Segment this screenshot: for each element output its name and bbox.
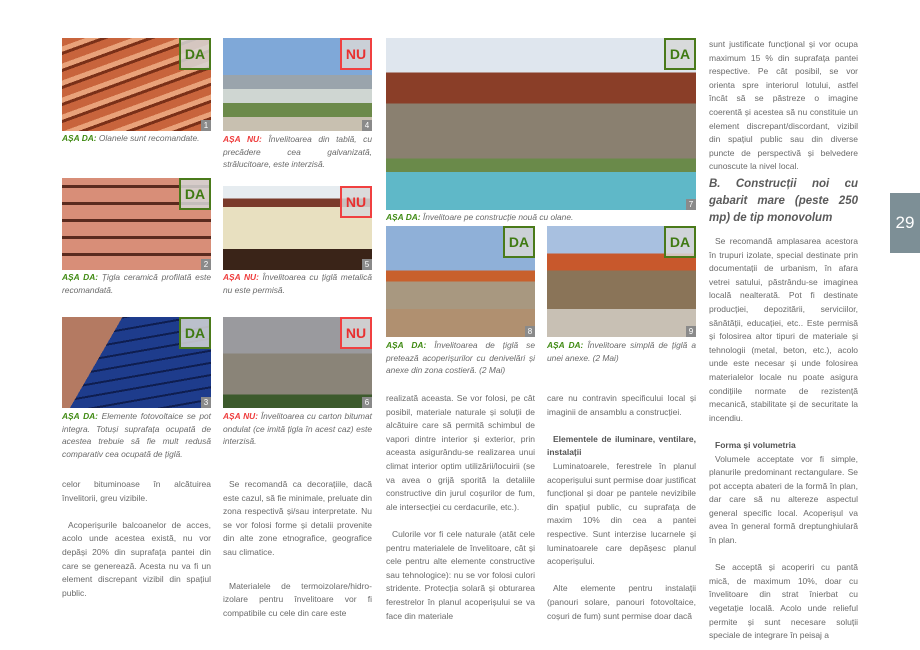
caption-text: Învelitoarea cu țiglă metalică nu este permisă.: [223, 272, 372, 295]
nu-badge: NU: [340, 317, 372, 349]
caption-text: Olanele sunt recomandate.: [98, 133, 200, 143]
column-2-text: [223, 478, 372, 634]
caption-1: [62, 132, 211, 145]
caption-lead: AȘA DA:: [62, 411, 98, 421]
paragraph: Materialele de termoizolare/hidro-izolare pentru învelitoare vor fi compatibile cu cele din care este: [223, 580, 372, 618]
da-badge: DA: [664, 38, 696, 70]
da-badge: DA: [664, 226, 696, 258]
photo-3: [62, 317, 211, 408]
column-5-text: [709, 235, 858, 650]
caption-lead: AȘA NU:: [223, 272, 259, 282]
page-number-tab: 29: [890, 193, 920, 253]
caption-text: Învelitoare simplă de țiglă a unei anexe. (2 Mai): [547, 340, 696, 363]
photo-7: [386, 38, 696, 210]
column-5-text-top: [709, 38, 858, 188]
photo-9: [547, 226, 696, 337]
paragraph: Se recomandă ca decorațiile, dacă este cazul, să fie minimale, preluate din zona respectivă și/sau interpretate. Nu se vor folosi forme și detalii provenite din alte zone etnografice, geografice sau climatice.: [223, 479, 372, 557]
subheading-lighting: Elementele de iluminare, ventilare, instalații: [547, 433, 696, 458]
paragraph: celor bituminoase în alcătuirea învelitorii, greu vizibile.: [62, 479, 211, 503]
photo-number: 8: [525, 326, 535, 337]
caption-text: Învelitoare pe construcție nouă cu olane.: [422, 212, 574, 222]
photo-number: 6: [362, 397, 372, 408]
caption-lead: AȘA DA:: [386, 212, 421, 222]
paragraph: realizată aceasta. Se vor folosi, pe cât posibil, materiale naturale și soluții de alcătuire care să permită schimbul de vapori dintre interior și exterior, prin aceasta asigurându-se realizarea unui climat interior optim utilizării/locuirii (se va avea o grijă sporită la detaliile constructive din jurul coșurilor de fum, ale intersecției cu cerdacurile, etc.).: [386, 393, 535, 512]
caption-3: [62, 410, 211, 460]
subheading-form: Forma și volumetria: [715, 439, 796, 450]
caption-7: [386, 211, 696, 224]
photo-number: 4: [362, 120, 372, 131]
photo-number: 1: [201, 120, 211, 131]
photo-number: 9: [686, 326, 696, 337]
nu-badge: NU: [340, 38, 372, 70]
photo-number: 5: [362, 259, 372, 270]
caption-lead: AȘA DA:: [386, 340, 427, 350]
da-badge: DA: [503, 226, 535, 258]
caption-lead: AȘA DA:: [62, 133, 97, 143]
column-1-text: [62, 478, 211, 614]
caption-text: Învelitoarea de țiglă se pretează acoperișurilor cu denivelări și anexe din zona costieră. (2 Mai): [386, 340, 535, 375]
caption-lead: AȘA NU:: [223, 411, 259, 421]
paragraph: Se acceptă și acoperiri cu pantă mică, de maximum 10%, doar cu învelitoare din strat înierbat cu vegetație locală. Acolo unde relieful permite și sunt necesare soluții speciale de integrare în peisaj a: [709, 562, 858, 641]
section-heading: B. Construcții noi cu gabarit mare (peste 250 mp) de tip monovolum: [709, 178, 858, 224]
caption-text: Elemente fotovoltaice se pot integra. Totuși suprafața ocupată de acestea trebuie să fie mult redusă comparativ cea ocupată de țiglă.: [62, 411, 212, 459]
column-3-text: [386, 392, 535, 637]
caption-text: Țigla ceramică profilată este recomandată.: [62, 272, 211, 295]
photo-5: [223, 186, 372, 270]
paragraph: Alte elemente pentru instalații (panouri solare, panouri fotovoltaice, coșuri de fum) sunt permise doar dacă: [547, 583, 696, 621]
photo-6: [223, 317, 372, 408]
caption-2: [62, 271, 211, 296]
da-badge: DA: [179, 38, 211, 70]
da-badge: DA: [179, 317, 211, 349]
photo-8: [386, 226, 535, 337]
nu-badge: NU: [340, 186, 372, 218]
caption-8: [386, 339, 535, 377]
da-badge: DA: [179, 178, 211, 210]
photo-number: 7: [686, 199, 696, 210]
paragraph: Se recomandă amplasarea acestora în trupuri izolate, special destinate prin documentații de urbanism, în afara vetrei satului, păstrându-se imaginea locală nealterată. Pot fi destinate producției, depozitării, serviciilor, sănătății, educației, etc.. Este permisă și folosirea altor tipuri de materiale și tehnologii (metal, beton, etc.), acolo unde este necesar și unde folosirea materialelor locale nu poate asigura condițiile normate de rezistență mecanică, stabilitate și de securitate la incendiu.: [709, 236, 858, 423]
caption-4: [223, 133, 372, 171]
paragraph: care nu contravin specificului local și imaginii de ansamblu a construcției.: [547, 393, 696, 417]
photo-1: [62, 38, 211, 131]
caption-6: [223, 410, 372, 448]
paragraph: Culorile vor fi cele naturale (atât cele pentru materialele de învelitoare, cât și cele pentru alte elemente constructive sau tehnologice): nu se vor folosi culori stridente. Protecția solară și obturarea ferestrelor în planul acoperișului se va face din materiale: [386, 528, 535, 621]
paragraph: sunt justificate funcțional și vor ocupa maximum 15 % din suprafața pantei respective. Pe cât posibil, se vor orienta spre interiorul lotului, astfel încât să se păstreze o imagine coerentă și acestea să nu constituie un element discrepant/discordant, vizibil din spațiul public sau din diverse puncte de perspectivă și belvedere cunoscute la nivel local.: [709, 39, 858, 172]
photo-number: 3: [201, 397, 211, 408]
caption-lead: AȘA DA:: [547, 340, 584, 350]
paragraph: Acoperișurile balcoanelor de acces, acolo unde acestea există, nu vor depăși 20% din suprafața pantei din care se generează. Acesta nu va fi un element discrepant vizibil din spațiul public.: [62, 519, 211, 598]
paragraph: Luminatoarele, ferestrele în planul acoperișului sunt permise doar justificat funcțional și doar pe pantele nevizibile din spațiul public, cu suprafața de maxim 10% din cea a pantei respective. Sunt interzise lucarnele și luminatoarele care depășesc planul acoperișului.: [547, 460, 696, 567]
photo-2: [62, 178, 211, 270]
paragraph: Volumele acceptate vor fi simple, planurile predominant rectangulare. Se pot accepta abateri de la formă în plan, dar care să nu altereze aspectul general specific local. Acoperișul va avea în general formă dreptunghiulară în plan.: [709, 453, 858, 546]
caption-9: [547, 339, 696, 364]
column-4-text: [547, 392, 696, 637]
photo-number: 2: [201, 259, 211, 270]
caption-lead: AȘA NU:: [223, 134, 262, 144]
photo-4: [223, 38, 372, 131]
caption-text: Învelitoarea din tablă, cu precădere cea galvanizată, strălucitoare, este interzisă.: [223, 134, 372, 169]
caption-5: [223, 271, 372, 296]
caption-lead: AȘA DA:: [62, 272, 99, 282]
caption-text: Învelitoarea cu carton bitumat ondulat (ce imită țigla în acest caz) este interzisă.: [223, 411, 372, 446]
